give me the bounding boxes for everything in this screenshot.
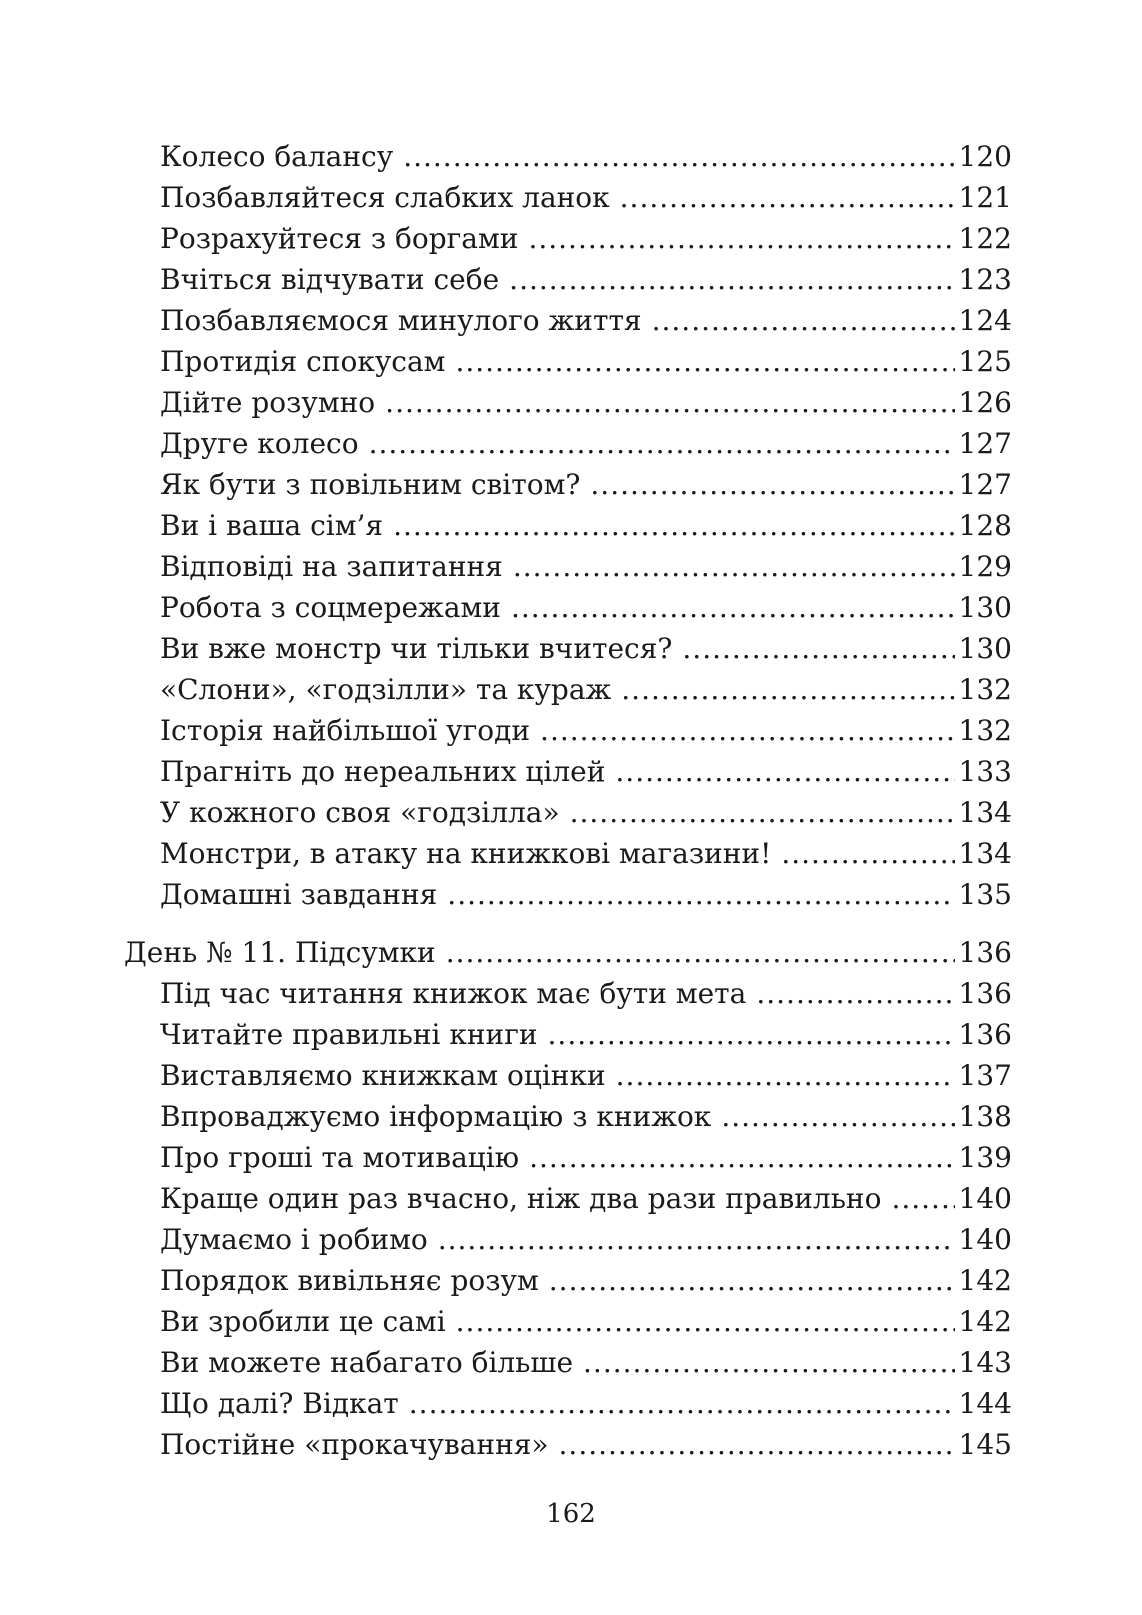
toc-entry-page: 140 [958,1182,1012,1215]
dot-leader [615,751,954,792]
dot-leader [403,136,954,177]
toc-entry-title: Порядок вивільняє розум [160,1264,539,1297]
toc-entry [124,1260,1012,1301]
toc-entry-page: 133 [958,755,1012,788]
toc-entry-page: 136 [958,936,1012,969]
toc-entry-page: 134 [958,837,1012,870]
toc-entry [124,669,1012,710]
toc-entry [124,341,1012,382]
toc-entry [124,218,1012,259]
toc-entry-title: Про гроші та мотивацію [160,1141,520,1174]
toc-entry-page: 132 [958,673,1012,706]
toc-entry-page: 142 [958,1264,1012,1297]
dot-leader [616,1055,955,1096]
dot-leader [446,932,955,973]
toc-entry [124,505,1012,546]
toc-entry [124,1096,1012,1137]
toc-entry [124,973,1012,1014]
toc-entry [124,587,1012,628]
dot-leader [438,1219,955,1260]
toc-entry-title: Що далі? Відкат [160,1387,399,1420]
toc-entry-page: 121 [958,181,1012,214]
toc-entry-page: 123 [958,263,1012,296]
toc-entry [124,177,1012,218]
toc-entry [124,1055,1012,1096]
dot-leader [548,1014,955,1055]
toc-entry-title: День № 11. Підсумки [124,936,436,969]
toc-entry [124,751,1012,792]
toc-entry-title: «Слони», «годзілли» та кураж [160,673,612,706]
dot-leader [652,300,955,341]
toc-entry-title: Розрахуйтеся з боргами [160,222,519,255]
toc-entry [124,833,1012,874]
toc-entry [124,628,1012,669]
toc-entry-title: Читайте правильні книги [160,1018,538,1051]
toc-entry [124,382,1012,423]
toc-entry-page: 134 [958,796,1012,829]
toc-entry [124,1424,1012,1465]
toc-entry-page: 120 [958,140,1012,173]
toc-entry-title: Колесо балансу [160,140,394,173]
toc-entry [124,136,1012,177]
toc-entry-page: 137 [958,1059,1012,1092]
dot-leader [891,1178,954,1219]
toc-entry-title: Позбавляйтеся слабких ланок [160,181,610,214]
toc-entry-title: Історія найбільшої угоди [160,714,531,747]
toc-entry-title: Ви зробили це самі [160,1305,446,1338]
toc-entry [124,1014,1012,1055]
dot-leader [621,669,954,710]
dot-leader [369,423,955,464]
dot-leader [682,628,954,669]
toc-entry-title: Дійте розумно [160,386,376,419]
toc-entry-title: Виставляємо книжкам оцінки [160,1059,606,1092]
toc-entry [124,300,1012,341]
dot-leader [528,218,954,259]
toc-entry-title: Ви можете набагато більше [160,1346,574,1379]
dot-leader [620,177,955,218]
toc-entry-page: 145 [958,1428,1012,1461]
toc-entry-page: 128 [958,509,1012,542]
toc-entry [124,710,1012,751]
toc-entry [124,874,1012,915]
toc-entry-title: Як бути з повільним світом? [160,468,581,501]
table-of-contents [124,136,1012,1465]
dot-leader [409,1383,955,1424]
toc-entry-title: У кожного своя «годзілла» [160,796,560,829]
toc-entry-page: 143 [958,1346,1012,1379]
toc-entry-page: 122 [958,222,1012,255]
toc-entry-title: Позбавляємося минулого життя [160,304,642,337]
toc-entry [124,1301,1012,1342]
dot-leader [393,505,954,546]
dot-leader [549,1260,955,1301]
toc-entry [124,1137,1012,1178]
toc-entry-title: Домашні завдання [160,878,438,911]
toc-entry-title: Постійне «прокачування» [160,1428,549,1461]
toc-entry-page: 124 [958,304,1012,337]
dot-leader [570,792,955,833]
toc-entry [124,259,1012,300]
toc-entry-title: Прагніть до нереальних цілей [160,755,606,788]
toc-entry-title: Монстри, в атаку на книжкові магазини! [160,837,772,870]
toc-entry-page: 142 [958,1305,1012,1338]
toc-entry-page: 127 [958,468,1012,501]
toc-chapter-entry [124,932,1012,973]
dot-leader [721,1096,954,1137]
toc-entry [124,1383,1012,1424]
dot-leader [455,341,954,382]
toc-entry-page: 129 [958,550,1012,583]
toc-entry-page: 135 [958,878,1012,911]
toc-entry-page: 136 [958,1018,1012,1051]
toc-entry-title: Впроваджуємо інформацію з книжок [160,1100,712,1133]
dot-leader [559,1424,955,1465]
toc-entry [124,1178,1012,1219]
toc-entry [124,792,1012,833]
toc-entry-page: 139 [958,1141,1012,1174]
toc-entry-title: Протидія спокусам [160,345,446,378]
toc-entry-page: 138 [958,1100,1012,1133]
toc-entry-title: Під час читання книжок має бути мета [160,977,747,1010]
toc-entry-title: Відповіді на запитання [160,550,503,583]
dot-leader [540,710,955,751]
dot-leader [583,1342,955,1383]
toc-entry-page: 130 [958,591,1012,624]
dot-leader [511,587,955,628]
dot-leader [456,1301,955,1342]
toc-entry-page: 127 [958,427,1012,460]
dot-leader [385,382,954,423]
dot-leader [447,874,954,915]
toc-entry-page: 144 [958,1387,1012,1420]
dot-leader [781,833,954,874]
toc-entry-title: Краще один раз вчасно, ніж два рази правильно [160,1182,882,1215]
toc-entry-title: Ви вже монстр чи тільки вчитеся? [160,632,673,665]
toc-entry-page: 125 [958,345,1012,378]
dot-leader [590,464,954,505]
toc-entry [124,1342,1012,1383]
toc-entry-page: 136 [958,977,1012,1010]
toc-entry-title: Ви і ваша сім’я [160,509,384,542]
toc-entry-title: Робота з соцмережами [160,591,501,624]
dot-leader [509,259,954,300]
dot-leader [513,546,955,587]
dot-leader [756,973,954,1014]
dot-leader [529,1137,954,1178]
toc-entry [124,423,1012,464]
toc-entry-page: 130 [958,632,1012,665]
toc-entry-title: Вчіться відчувати себе [160,263,500,296]
toc-entry-title: Друге колесо [160,427,359,460]
toc-entry-page: 126 [958,386,1012,419]
toc-entry [124,546,1012,587]
toc-entry [124,1219,1012,1260]
toc-entry-page: 140 [958,1223,1012,1256]
toc-entry-page: 132 [958,714,1012,747]
toc-entry [124,464,1012,505]
page-number: 162 [546,1499,596,1529]
toc-entry-title: Думаємо і робимо [160,1223,428,1256]
